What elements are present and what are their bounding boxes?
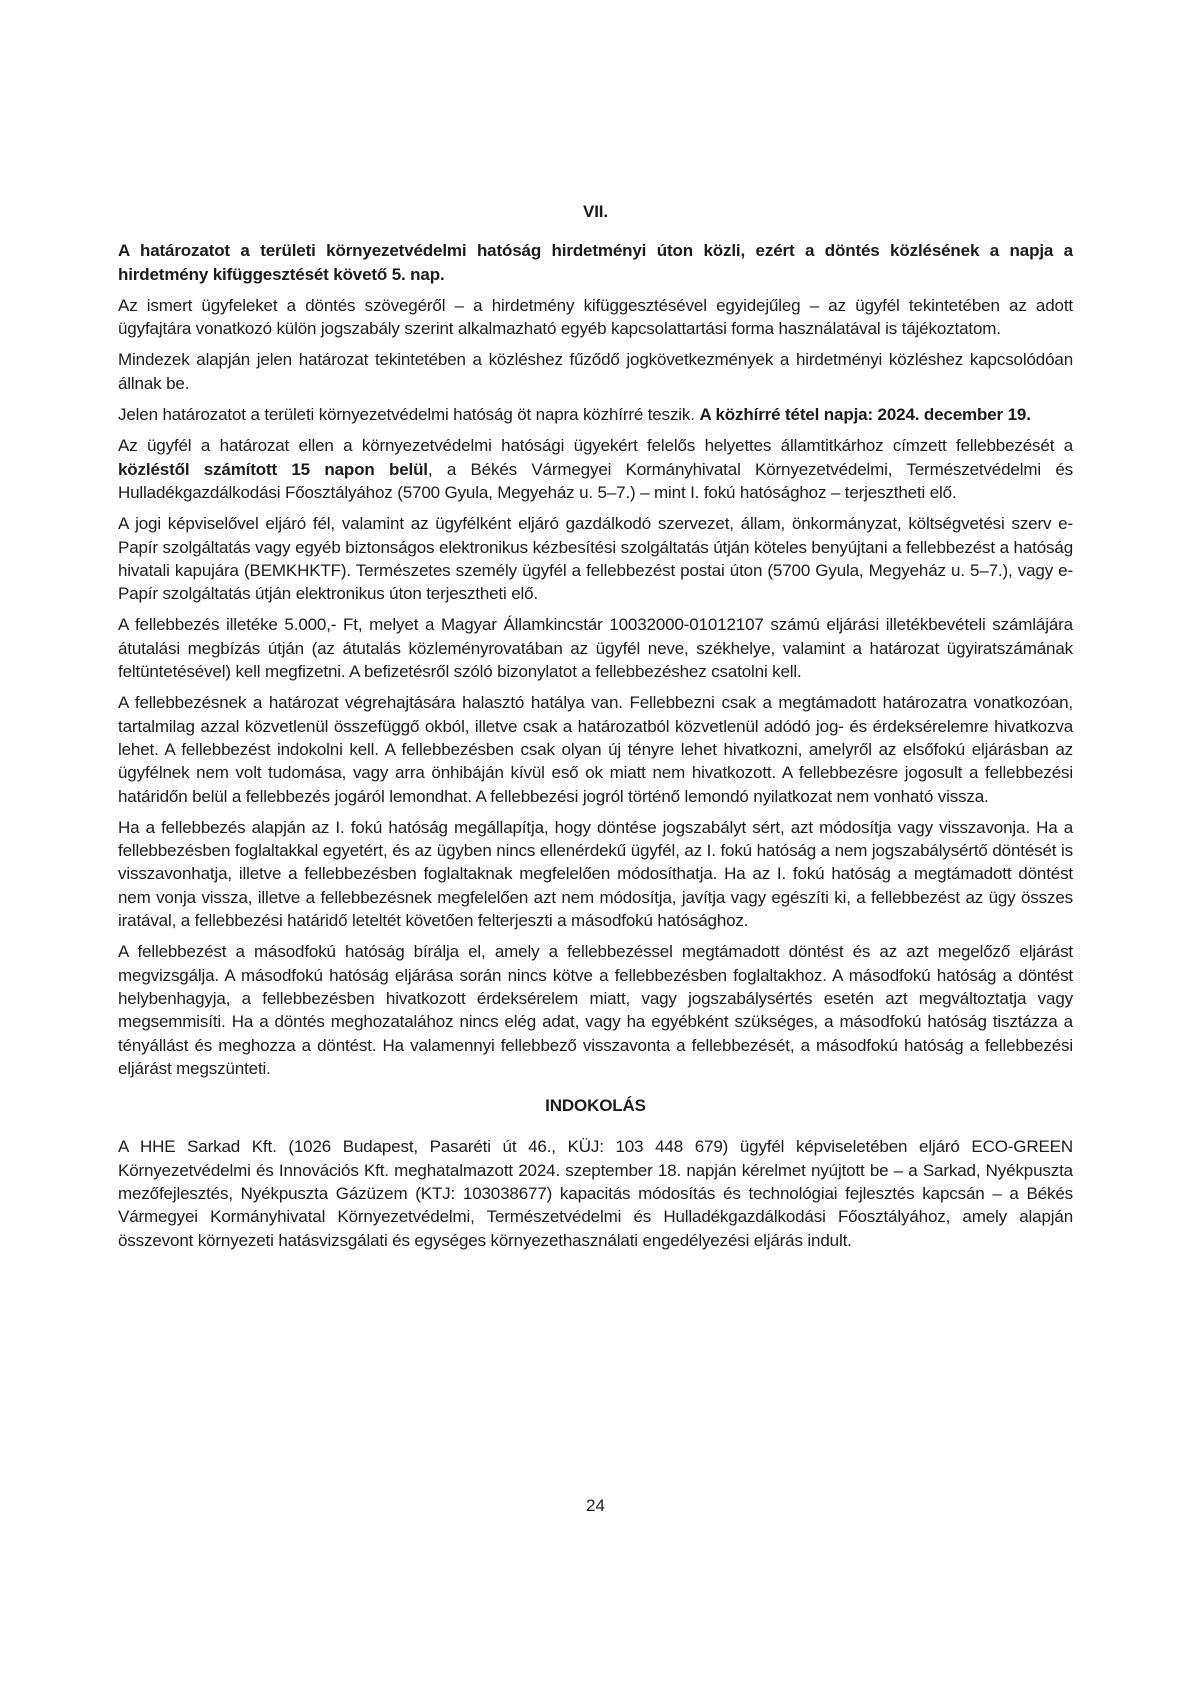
paragraph-jogkovetkezmenyek: Mindezek alapján jelen határozat tekintetében a közléshez fűződő jogkövetkezmények a hirdetményi közléshez kapcsolódóan állnak be. [118, 350, 1073, 393]
paragraph-halaszto-hataly: A fellebbezésnek a határozat végrehajtására halasztó hatálya van. Fellebbezni csak a megtámadott határozatra vonatkozóan, tartalmilag azzal közvetlenül összefüggő okból, illetve csak a határozatból közvetlenül adódó jog- és érdeksérelemre hivatkozva lehet. A fellebbezést indokolni kell. A fellebbezésben csak olyan új tényre lehet hivatkozni, amelyről az elsőfokú eljárásban az ügyfélnek nem volt tudomása, vagy arra önhibáján kívül eső ok miatt nem hivatkozott. A fellebbezésre jogosult a fellebbezési határidőn belül a fellebbezés jogáról lemondhat. A fellebbezési jogról történő lemondó nyilatkozat nem vonható vissza. [118, 693, 1073, 806]
text-segment-fellebbezes-normal2: , a Békés Vármegyei Kormányhivatal Környezetvédelmi, Természetvédelmi és Hulladékgazdálkodási Főosztályához (5700 Gyula, Megyeház u. 5–7.) – mint I. fokú hatósághoz – terjesztheti elő. [118, 459, 1074, 502]
heading-indoklas: INDOKOLÁS [545, 1096, 646, 1116]
paragraph-jogi-kepviselo: A jogi képviselővel eljáró fél, valamint az ügyfélként eljáró gazdálkodó szervezet, állam, önkormányzat, költségvetési szerv e-Papír szolgáltatás vagy egyéb biztonságos elektronikus kézbesítési szolgáltatás útján köteles benyújtani a fellebbezést a hatóság hivatali kapujára (BEMKHKTF). Természetes személy ügyfél a fellebbezést postai úton (5700 Gyula, Megyeház u. 5–7.), vagy e-Papír szolgáltatás útján elektronikus úton terjesztheti elő. [118, 514, 1073, 604]
section-heading-vii: VII. [583, 202, 608, 221]
paragraph-elso-foku: Ha a fellebbezés alapján az I. fokú hatóság megállapítja, hogy döntése jogszabályt sért, azt módosítja vagy visszavonja. Ha a fellebbezésben foglaltakkal egyetért, és az ügyben nincs ellenérdekű ügyfél, az I. fokú hatóság a nem jogszabálysértő döntését is visszavonhatja, illetve a fellebbezésben foglaltaknak megfelelően módosíthatja. Ha az I. fokú hatóság a megtámadott döntést nem vonja vissza, illetve a fellebbezésnek megfelelően azt nem módosítja, javítja vagy egészíti ki, a fellebbezést az ügy összes iratával, a fellebbezési határidő leteltét követően felterjeszti a másodfokú hatósághoz. [118, 817, 1073, 931]
paragraph-ismert-ugyfelek: Az ismert ügyfeleket a döntés szövegéről – a hirdetmény kifüggesztésével egyidejűleg – az ügyfél tekintetében az adott ügyfajtára vonatkozó külön jogszabály szerint alkalmazható egyéb kapcsolattartási forma használatával is tájékoztatom. [118, 295, 1073, 339]
page-number: 24 [586, 1496, 605, 1515]
paragraph-kozhirre-tetel [118, 403, 1073, 426]
text-segment-fellebbezes-normal1: Az ügyfél a határozat ellen a környezetvédelmi hatósági ügyekért felelős helyettes államtitkárhoz címzett fellebbezését a [118, 436, 1073, 456]
paragraph-hirdetmenyi-kozles: A határozatot a területi környezetvédelmi hatóság hirdetményi úton közli, ezért a döntés közlésének a napja a hirdetmény kifüggesztését követő 5. nap. [118, 241, 1073, 284]
text-segment-kozhirre-bold: A közhírré tétel napja: 2024. december 19. [699, 405, 1031, 425]
text-segment-fellebbezes-bold: közléstől számított 15 napon belül [118, 459, 428, 479]
paragraph-masodfoku: A fellebbezést a másodfokú hatóság bírálja el, amely a fellebbezéssel megtámadott döntést és az azt megelőző eljárást megvizsgálja. A másodfokú hatóság eljárása során nincs kötve a fellebbezésben foglaltakhoz. A másodfokú hatóság a döntést helybenhagyja, a fellebbezésben hivatkozott érdeksérelem miatt, vagy jogszabálysértés esetén azt megváltoztatja vagy megsemmisíti. Ha a döntés meghozatalához nincs elég adat, vagy ha egyébként szükséges, a másodfokú hatóság tisztázza a tényállást és meghozza a döntést. Ha valamennyi fellebbező visszavonta a fellebbezését, a másodfokú hatóság a fellebbezési eljárást megszünteti. [118, 942, 1073, 1078]
paragraph-illetek: A fellebbezés illetéke 5.000,- Ft, melyet a Magyar Államkincstár 10032000-01012107 számú eljárási illetékbevételi számlájára átutalási megbízás útján (az átutalás közleményrovatában az ügyfél neve, székhelye, valamint a határozat ügyiratszámának feltüntetésével) kell megfizetni. A befizetésről szóló bizonylatot a fellebbezéshez csatolni kell. [118, 615, 1073, 682]
document-content [118, 0, 1073, 1260]
paragraph-indoklas-bevezetes: A HHE Sarkad Kft. (1026 Budapest, Pasaréti út 46., KÜJ: 103 448 679) ügyfél képviseletében eljáró ECO-GREEN Környezetvédelmi és Innovációs Kft. meghatalmazott 2024. szeptember 18. napján kérelmet nyújtott be – a Sarkad, Nyékpuszta mezőfejlesztés, Nyékpuszta Gázüzem (KTJ: 103038677) kapacitás módosítás és technológiai fejlesztés kapcsán – a Békés Vármegyei Kormányhivatal Környezetvédelmi, Természetvédelmi és Hulladékgazdálkodási Főosztályához, amely alapján összevont környezeti hatásvizsgálati és egységes környezethasználati engedélyezési eljárás indult. [118, 1137, 1073, 1250]
paragraph-fellebbezes-cim [118, 434, 1073, 504]
text-segment-kozhirre-normal: Jelen határozatot a területi környezetvédelmi hatóság öt napra közhírré teszik. [118, 405, 700, 425]
